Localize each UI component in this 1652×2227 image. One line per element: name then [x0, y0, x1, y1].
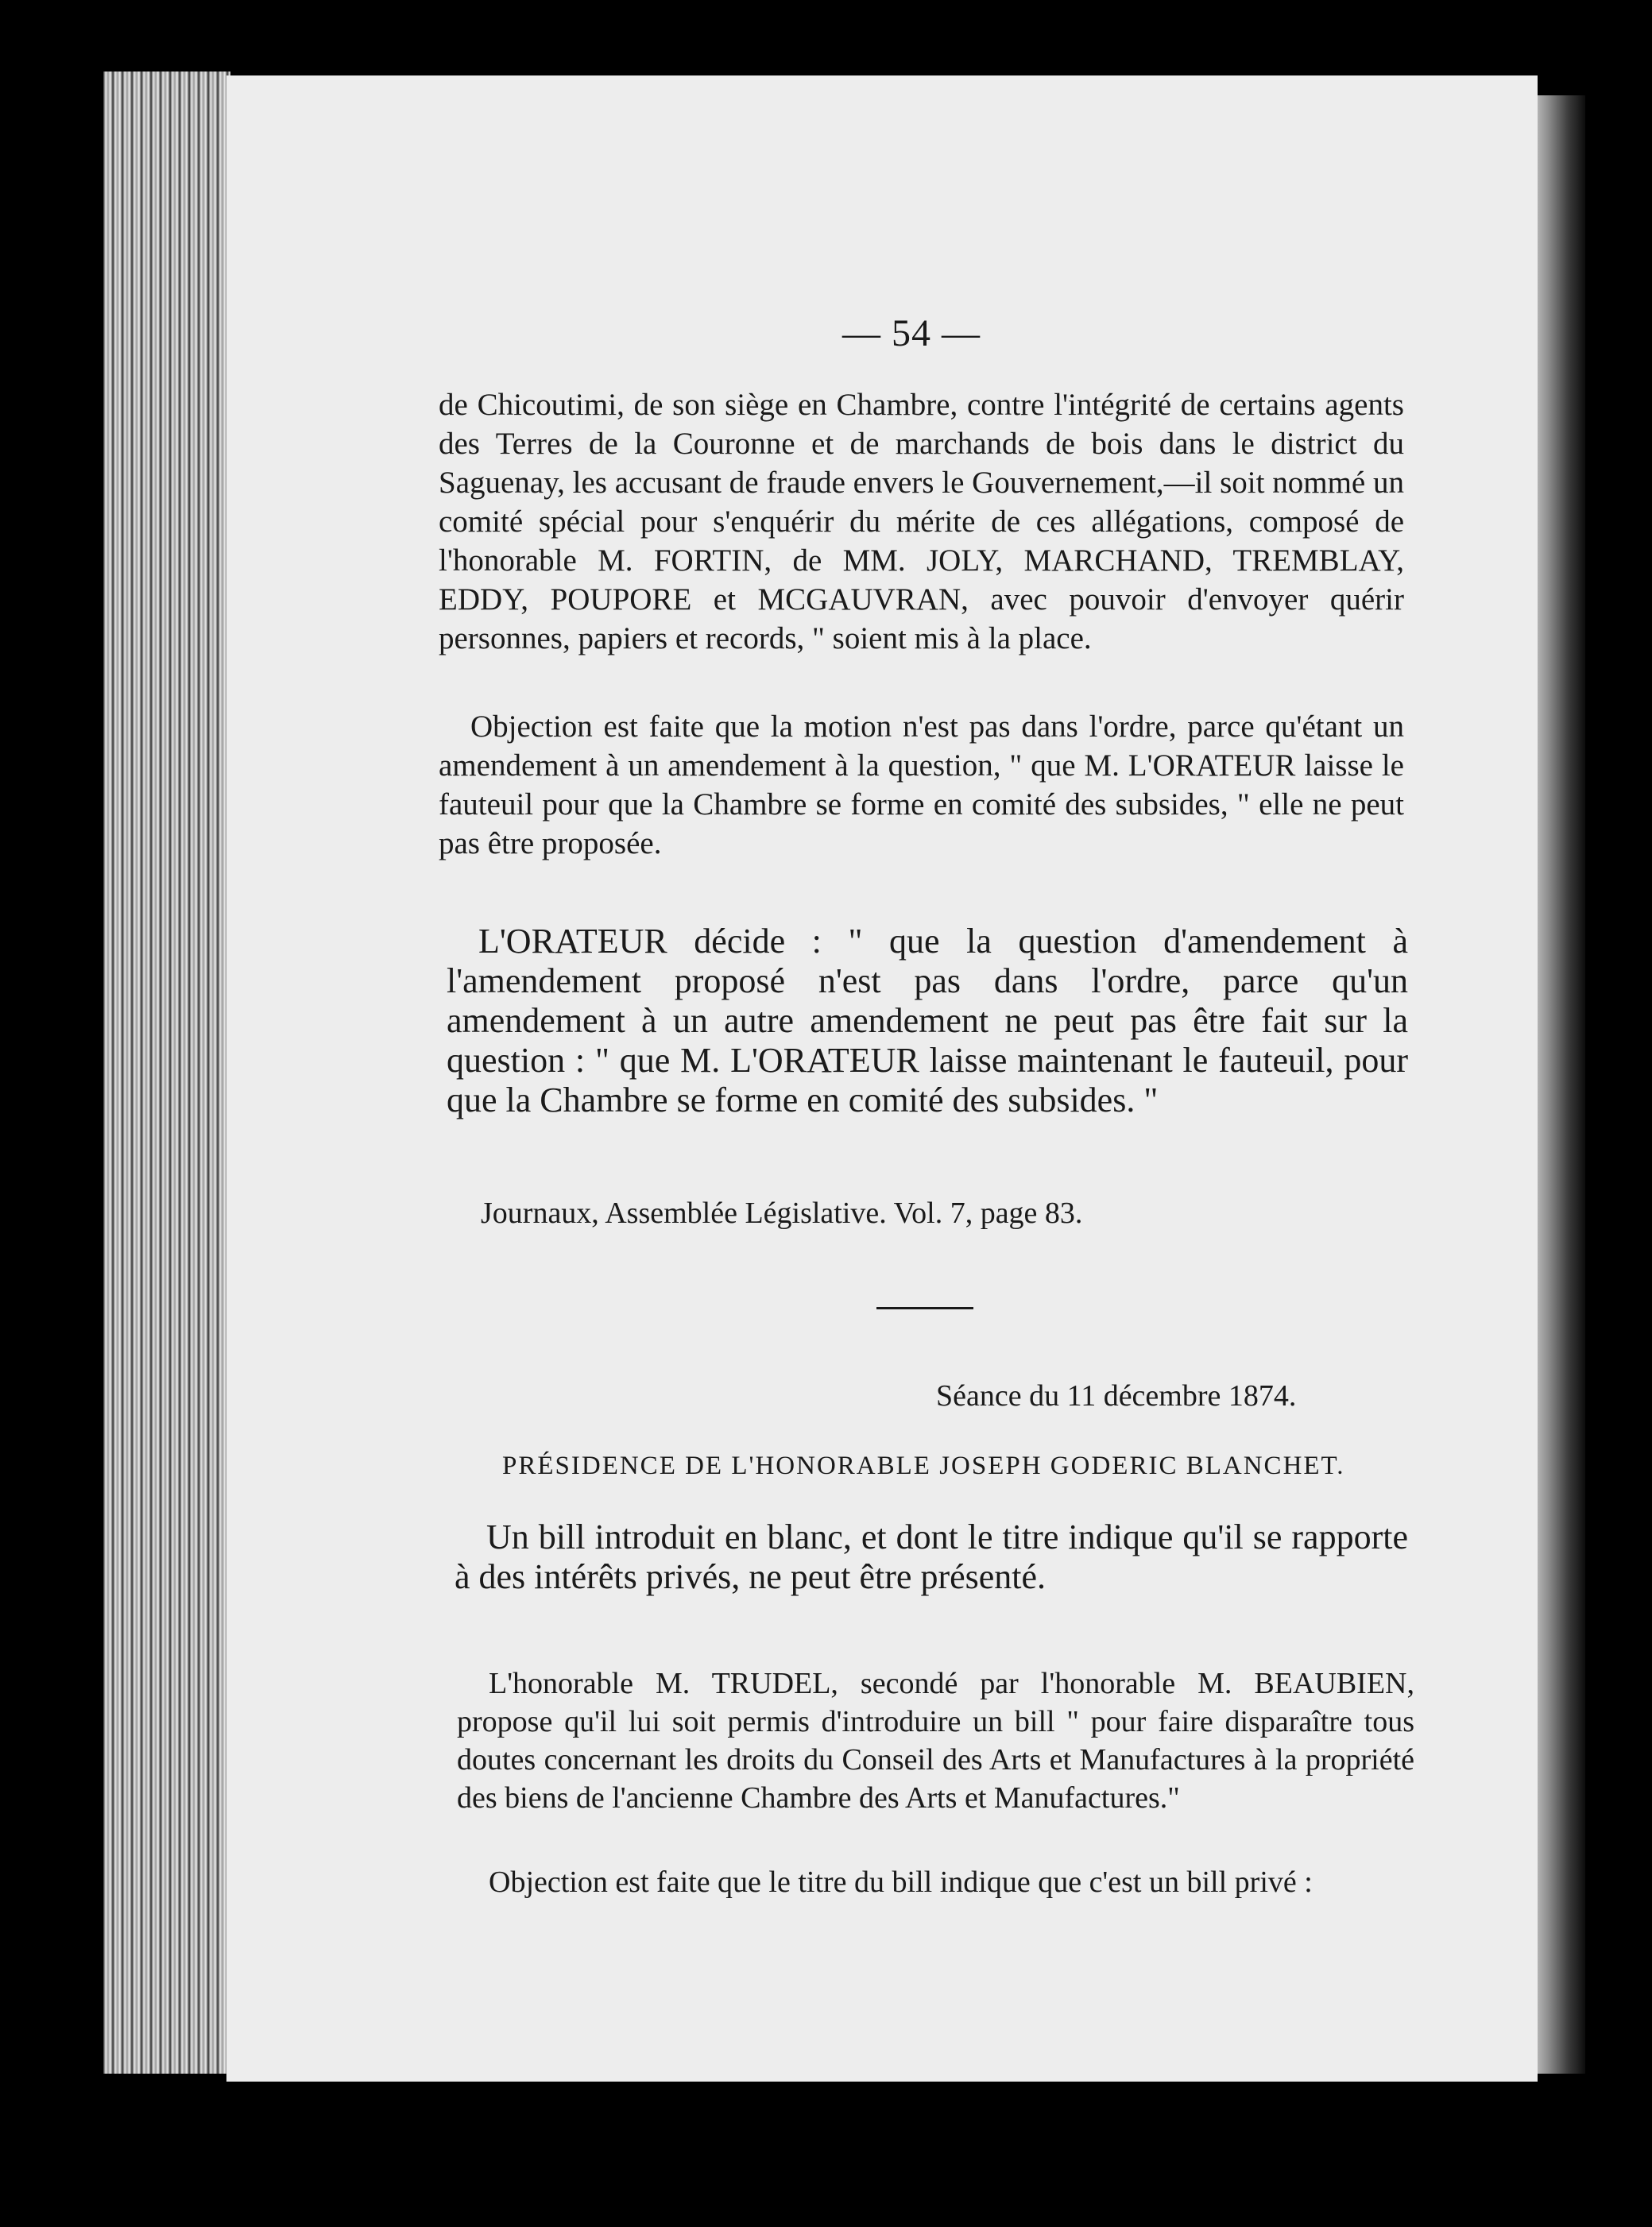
page-number: — 54 —: [842, 312, 981, 354]
section-divider: [876, 1307, 973, 1309]
paragraph-objection-text: Objection est faite que la motion n'est pas dans l'ordre, parce qu'étant un amendement à un amendement à la question, " que M. L'ORATEUR laisse le fauteuil pour que la Chambre se forme en comité des subsides, " elle ne peut pas être proposée.: [439, 709, 1404, 860]
paragraph-speaker-ruling-text: L'ORATEUR décide : " que la question d'amendement à l'amendement proposé n'est pas dans l'ordre, parce qu'un amendement à un autre amendement ne peut pas être fait sur la question : " que M. L'ORATEUR laisse maintenant le fauteuil, pour que la Chambre se forme en comité des subsides. ": [447, 922, 1408, 1119]
paragraph-bill-motion-text: L'honorable M. TRUDEL, secondé par l'honorable M. BEAUBIEN, propose qu'il lui soit permis d'introduire un bill " pour faire disparaître tous doutes concernant les droits du Conseil des Arts et Manufactures à la propriété des biens de l'ancienne Chambre des Arts et Manufactures.": [457, 1667, 1414, 1815]
ruling-summary: [455, 1518, 1408, 1597]
session-date: Séance du 11 décembre 1874.: [936, 1379, 1297, 1413]
presidency-heading: PRÉSIDENCE DE L'HONORABLE JOSEPH GODERIC BLANCHET.: [502, 1452, 1345, 1480]
paragraph-bill-motion: [457, 1664, 1414, 1817]
book-page-edge-right: [1530, 95, 1585, 2074]
paragraph-motion-continued: de Chicoutimi, de son siège en Chambre, contre l'intégrité de certains agents des Terres de la Couronne et de marchands de bois dans le district du Saguenay, les accusant de fraude envers le Gouvernement,—il soit nommé un comité spécial pour s'enquérir du mérite de ces allégations, composé de l'honorable M. FORTIN, de MM. JOLY, MARCHAND, TREMBLAY, EDDY, POUPORE et MCGAUVRAN, avec pouvoir d'envoyer quérir personnes, papiers et records, " soient mis à la place.: [439, 388, 1404, 655]
ruling-summary-text: Un bill introduit en blanc, et dont le titre indique qu'il se rapporte à des intérêts privés, ne peut être présenté.: [455, 1518, 1408, 1596]
paragraph-bill-objection: [457, 1863, 1414, 1901]
paragraph-objection: [439, 707, 1404, 863]
journal-citation: Journaux, Assemblée Législative. Vol. 7, page 83.: [481, 1197, 1083, 1230]
paragraph-bill-objection-text: Objection est faite que le titre du bill indique que c'est un bill privé :: [489, 1865, 1313, 1899]
paragraph-speaker-ruling: [447, 922, 1408, 1120]
book-page-edges-left: [103, 72, 230, 2074]
